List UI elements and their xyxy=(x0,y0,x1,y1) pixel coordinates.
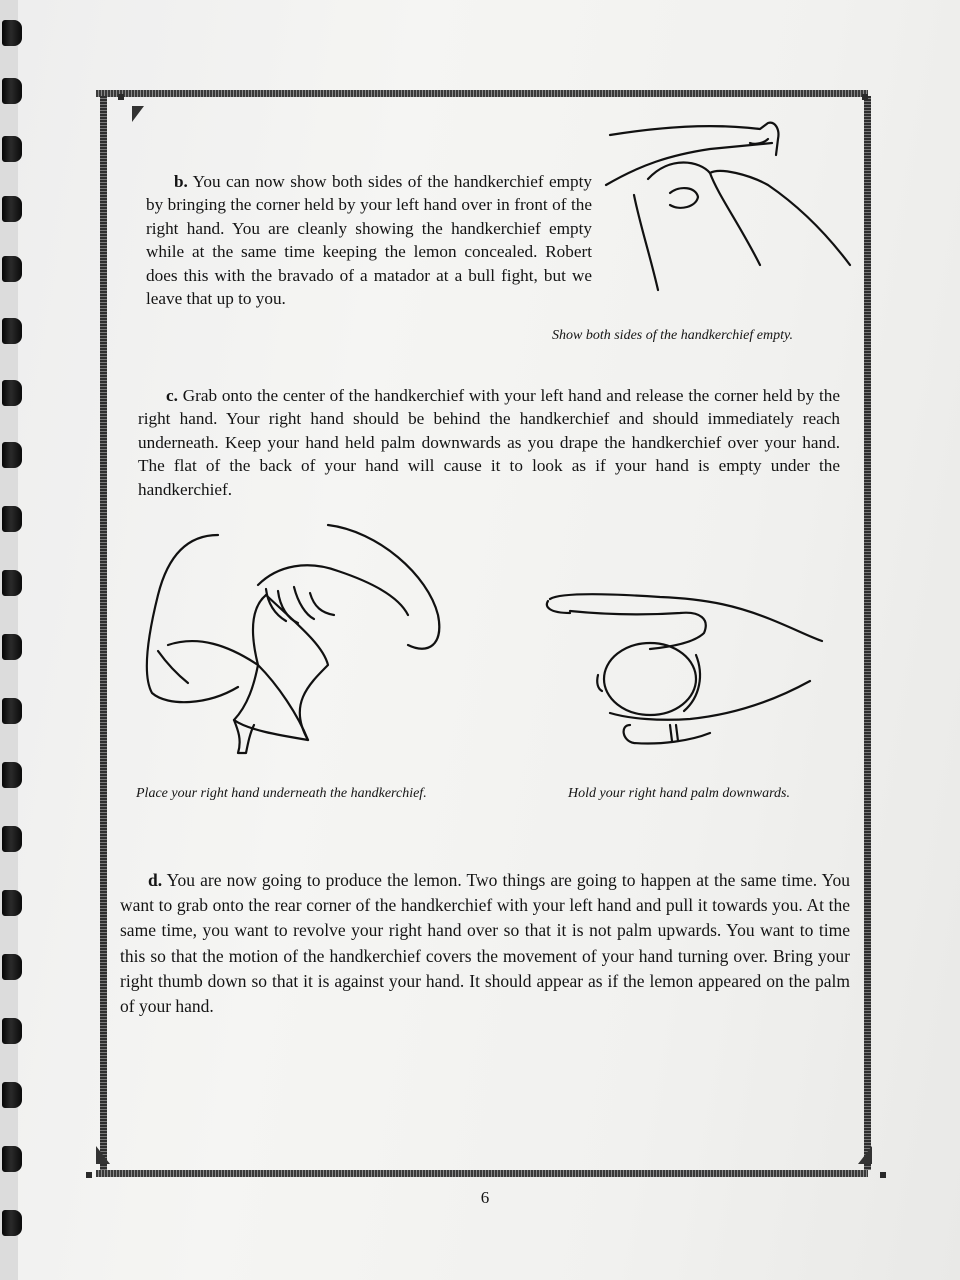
frame-corner-ornament xyxy=(132,106,144,122)
frame-border-left xyxy=(100,96,107,1170)
illustration-hand-under-handkerchief xyxy=(138,515,448,760)
page-number: 6 xyxy=(480,1188,490,1207)
step-d-paragraph xyxy=(120,868,850,1019)
frame-corner-ornament xyxy=(96,1146,110,1164)
frame-corner-dot xyxy=(880,1172,886,1178)
step-c-caption-right: Hold your right hand palm downwards. xyxy=(568,786,790,801)
step-c-label: c. xyxy=(166,386,178,405)
step-b-caption: Show both sides of the handkerchief empty. xyxy=(552,328,793,343)
frame-border-right xyxy=(864,96,871,1170)
frame-corner-dot xyxy=(862,94,868,100)
frame-border-top xyxy=(96,90,868,97)
illustration-show-both-sides xyxy=(600,115,860,295)
spiral-binding xyxy=(0,0,30,1280)
illustration-palm-downwards xyxy=(540,585,830,755)
step-b-paragraph xyxy=(146,170,592,310)
step-d-text: You are now going to produce the lemon. Two things are going to happen at the same time. You want to grab onto the rear corner of the handkerchief with your left hand and pull it towards you. At the same time, you want to revolve your right hand over so that it is not palm upwards. You want to time this so that the motion of the handkerchief covers the movement of your hand turning over. Bring your right thumb down so that it is against your hand. It should appear as if the lemon appeared on the palm of your hand. xyxy=(120,870,850,1017)
step-c-caption-left: Place your right hand underneath the handkerchief. xyxy=(136,786,427,801)
step-b-label: b. xyxy=(174,172,188,191)
step-c-text: Grab onto the center of the handkerchief with your left hand and release the corner held by the right hand. Your right hand should be behind the handkerchief and should immediately reach underneath. Keep your hand held palm downwards as you drape the handkerchief over your hand. The flat of the back of your hand will cause it to look as if your hand is empty under the handkerchief. xyxy=(138,386,840,499)
step-c-paragraph xyxy=(138,384,840,501)
step-b-text: You can now show both sides of the handkerchief empty by bringing the corner held by your left hand over in front of the right hand. You are cleanly showing the handkerchief empty while at the same time keeping the lemon concealed. Robert does this with the bravado of a matador at a bull fight, but we leave that up to you. xyxy=(146,172,592,309)
frame-corner-dot xyxy=(118,94,124,100)
frame-border-bottom xyxy=(96,1170,868,1177)
frame-corner-dot xyxy=(86,1172,92,1178)
frame-corner-ornament xyxy=(858,1146,872,1164)
step-d-label: d. xyxy=(148,870,163,890)
